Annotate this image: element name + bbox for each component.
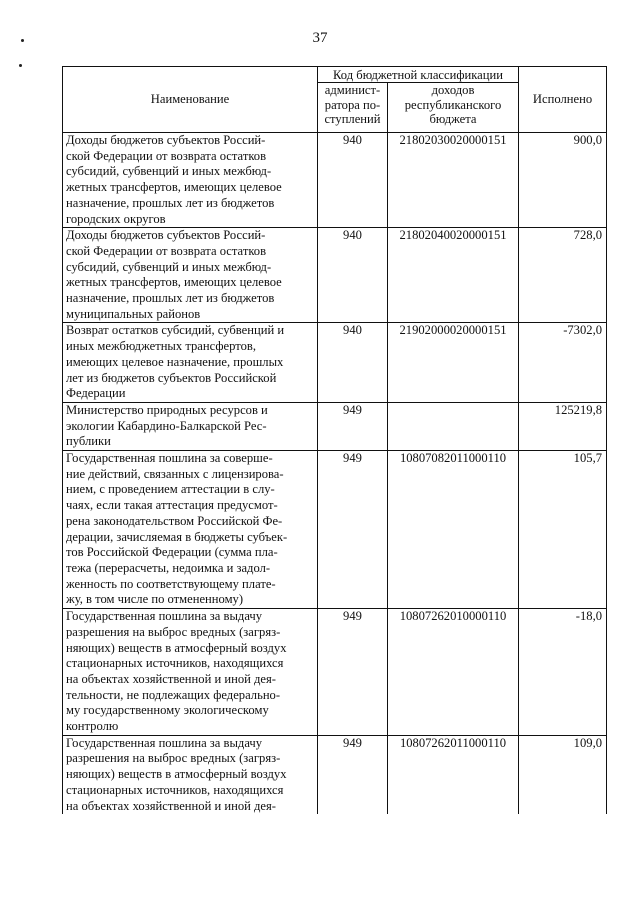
header-name: Наименование: [63, 67, 318, 133]
row-name-line: городских округов: [66, 211, 166, 226]
row-amount: 728,0: [519, 228, 607, 323]
row-name-line: женность по соответствующему плате-: [66, 576, 276, 591]
budget-table: [62, 66, 607, 814]
header-revenue-line: бюджета: [429, 112, 477, 126]
row-revenue-code: 10807262011000110: [388, 735, 519, 814]
row-name-line: дерации, зачисляемая в бюджеты субъек-: [66, 529, 288, 544]
row-name-line: Министерство природных ресурсов и: [66, 402, 268, 417]
row-name-line: Государственная пошлина за выдачу: [66, 609, 263, 624]
row-amount: -7302,0: [519, 323, 607, 403]
row-name-line: имеющих целевое назначение, прошлых: [66, 354, 284, 369]
row-name-line: разрешения на выброс вредных (загряз-: [66, 751, 281, 766]
row-amount: 125219,8: [519, 402, 607, 450]
row-name-line: рена законодательством Российской Фе-: [66, 513, 283, 528]
header-revenue-line: республиканского: [404, 97, 502, 112]
row-name-line: му государственному экологическому: [66, 703, 269, 718]
row-name-line: Доходы бюджетов субъектов Россий-: [66, 228, 266, 243]
row-revenue-code: 10807262010000110: [388, 609, 519, 736]
scan-mark: [21, 39, 24, 42]
row-revenue-code: 10807082011000110: [388, 451, 519, 609]
row-name: [63, 451, 318, 609]
table-row: [63, 133, 607, 228]
row-admin-code: 949: [318, 735, 388, 814]
row-revenue-code: 21902000020000151: [388, 323, 519, 403]
row-name-line: Возврат остатков субсидий, субвенций и: [66, 323, 285, 338]
row-name: [63, 133, 318, 228]
header-admin: [318, 83, 388, 133]
row-name-line: назначение, прошлых лет из бюджетов: [66, 195, 275, 210]
row-name-line: няющих) веществ в атмосферный воздух: [66, 767, 287, 782]
scan-mark: [19, 64, 22, 67]
row-name-line: тов Российской Федерации (сумма пла-: [66, 545, 278, 560]
row-name-line: Доходы бюджетов субъектов Россий-: [66, 133, 266, 147]
row-revenue-code: [388, 402, 519, 450]
row-name: [63, 402, 318, 450]
row-name-line: иных межбюджетных трансфертов,: [66, 339, 256, 354]
row-name-line: чаях, если такая аттестация предусмот-: [66, 498, 278, 513]
row-name-line: контролю: [66, 719, 119, 734]
header-admin-line: ратора по-: [324, 97, 381, 112]
row-name: [63, 609, 318, 736]
row-name-line: муниципальных районов: [66, 306, 201, 321]
row-name-line: субсидий, субвенций и иных межбюд-: [66, 259, 272, 274]
row-admin-code: 949: [318, 609, 388, 736]
row-admin-code: 940: [318, 133, 388, 228]
row-name-line: на объектах хозяйственной и иной дея-: [66, 798, 276, 813]
row-name-line: жу, в том числе по отмененному): [66, 592, 244, 607]
table-row: [63, 323, 607, 403]
row-name-line: назначение, прошлых лет из бюджетов: [66, 291, 275, 306]
row-amount: 900,0: [519, 133, 607, 228]
table-row: [63, 402, 607, 450]
page-number: 37: [312, 30, 328, 46]
row-admin-code: 940: [318, 323, 388, 403]
table-row: [63, 228, 607, 323]
row-name-line: ской Федерации от возврата остатков: [66, 243, 267, 258]
row-name-line: Государственная пошлина за соверше-: [66, 451, 273, 466]
row-name: [63, 228, 318, 323]
row-name-line: публики: [66, 434, 111, 449]
row-name: [63, 323, 318, 403]
row-name-line: нием, с проведением аттестации в слу-: [66, 482, 275, 497]
row-name-line: экологии Кабардино-Балкарской Рес-: [66, 418, 267, 433]
row-admin-code: 949: [318, 402, 388, 450]
header-revenue: [388, 83, 519, 133]
header-executed: Исполнено: [519, 67, 607, 133]
row-revenue-code: 21802040020000151: [388, 228, 519, 323]
row-name-line: тельности, не подлежащих федерально-: [66, 687, 281, 702]
row-admin-code: 940: [318, 228, 388, 323]
row-amount: -18,0: [519, 609, 607, 736]
row-name-line: Государственная пошлина за выдачу: [66, 735, 263, 750]
row-amount: 109,0: [519, 735, 607, 814]
row-name-line: на объектах хозяйственной и иной дея-: [66, 671, 276, 686]
header-admin-line: админист-: [324, 83, 381, 97]
row-admin-code: 949: [318, 451, 388, 609]
row-name: [63, 735, 318, 814]
row-name-line: тежа (перерасчеты, недоимка и задол-: [66, 560, 271, 575]
header-budget-code: Код бюджетной классификации: [318, 67, 519, 83]
table-row: [63, 451, 607, 609]
row-name-line: ской Федерации от возврата остатков: [66, 148, 267, 163]
table-row: [63, 735, 607, 814]
table-row: [63, 609, 607, 736]
row-name-line: стационарных источников, находящихся: [66, 656, 284, 671]
row-name-line: субсидий, субвенций и иных межбюд-: [66, 164, 272, 179]
row-name-line: Федерации: [66, 386, 126, 401]
row-name-line: ние действий, связанных с лицензирова-: [66, 466, 284, 481]
row-name-line: лет из бюджетов субъектов Российской: [66, 370, 277, 385]
row-name-line: жетных трансфертов, имеющих целевое: [66, 275, 282, 290]
row-name-line: няющих) веществ в атмосферный воздух: [66, 640, 287, 655]
header-admin-line: ступлений: [324, 112, 381, 126]
row-name-line: разрешения на выброс вредных (загряз-: [66, 624, 281, 639]
header-revenue-line: доходов: [431, 83, 475, 97]
row-revenue-code: 21802030020000151: [388, 133, 519, 228]
row-name-line: жетных трансфертов, имеющих целевое: [66, 180, 282, 195]
row-amount: 105,7: [519, 451, 607, 609]
row-name-line: стационарных источников, находящихся: [66, 782, 284, 797]
